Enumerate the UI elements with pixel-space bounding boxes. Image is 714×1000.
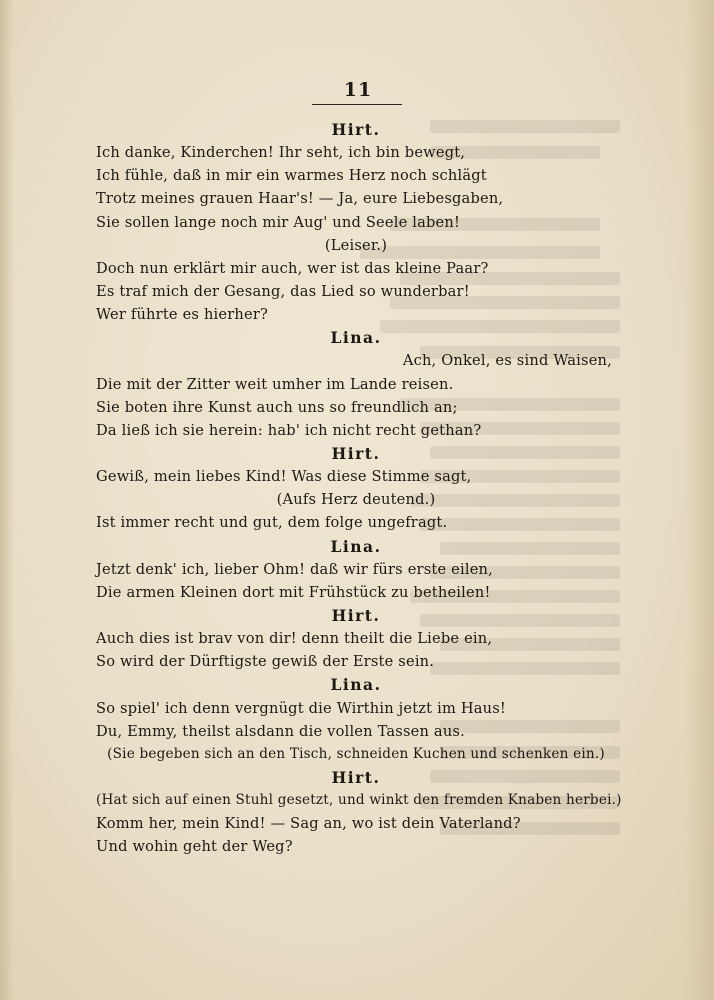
verse-line: So spiel' ich denn vergnügt die Wirthin jetzt im Haus! xyxy=(96,699,506,717)
verse-line: Doch nun erklärt mir auch, wer ist das kleine Paar? xyxy=(96,259,489,277)
verse-line: Wer führte es hierher? xyxy=(96,306,269,324)
header-rule xyxy=(312,104,402,105)
verse-line: Da ließ ich sie herein: hab' ich nicht recht gethan? xyxy=(96,421,482,439)
verse-line: Es traf mich der Gesang, das Lied so wunderbar! xyxy=(96,282,470,300)
verse-line: So wird der Dürftigste gewiß der Erste sein. xyxy=(96,653,435,671)
verse-line: Ich danke, Kinderchen! Ihr seht, ich bin bewegt, xyxy=(96,144,466,162)
verse-line: Trotz meines grauen Haar's! — Ja, eure Liebesgaben, xyxy=(96,190,504,208)
speaker-name: Hirt. xyxy=(331,605,381,625)
speaker-name: Hirt. xyxy=(331,443,381,463)
verse-line: Gewiß, mein liebes Kind! Was diese Stimme sagt, xyxy=(96,468,472,486)
stage-direction: (Leiser.) xyxy=(324,236,388,254)
play-text xyxy=(96,118,622,859)
verse-line: Sie boten ihre Kunst auch uns so freundlich an; xyxy=(96,398,458,416)
verse-line: Sie sollen lange noch mir Aug' und Seele laben! xyxy=(96,213,461,231)
verse-line: Ich fühle, daß in mir ein warmes Herz noch schlägt xyxy=(96,167,487,185)
verse-line: Die armen Kleinen dort mit Frühstück zu betheilen! xyxy=(96,583,491,601)
verse-line: Du, Emmy, theilst alsdann die vollen Tassen aus. xyxy=(96,722,465,740)
verse-line: Komm her, mein Kind! — Sag an, wo ist dein Vaterland? xyxy=(96,815,521,833)
speaker-name: Hirt. xyxy=(331,120,381,139)
stage-direction: (Sie begeben sich an den Tisch, schneiden Kuchen und schenken ein.) xyxy=(107,745,605,762)
speaker-name: Lina. xyxy=(330,675,382,695)
speaker-name: Lina. xyxy=(330,328,382,348)
page-edge-shadow-right xyxy=(684,0,714,1000)
verse-line: Ist immer recht und gut, dem folge ungefragt. xyxy=(96,514,448,532)
stage-direction: (Hat sich auf einen Stuhl gesetzt, und winkt den fremden Knaben herbei.) xyxy=(96,792,622,809)
stage-direction: (Aufs Herz deutend.) xyxy=(276,491,436,509)
verse-line: Auch dies ist brav von dir! denn theilt die Liebe ein, xyxy=(96,630,493,648)
verse-line: Und wohin geht der Weg? xyxy=(96,838,293,856)
verse-line: Jetzt denk' ich, lieber Ohm! daß wir fürs erste eilen, xyxy=(96,560,493,578)
page-edge-shadow-left xyxy=(0,0,14,1000)
verse-line: Ach, Onkel, es sind Waisen, xyxy=(402,352,612,370)
speaker-name: Lina. xyxy=(330,536,382,556)
verse-line: Die mit der Zitter weit umher im Lande reisen. xyxy=(96,375,454,393)
page-number: 11 xyxy=(343,79,373,101)
speaker-name: Hirt. xyxy=(331,767,381,787)
